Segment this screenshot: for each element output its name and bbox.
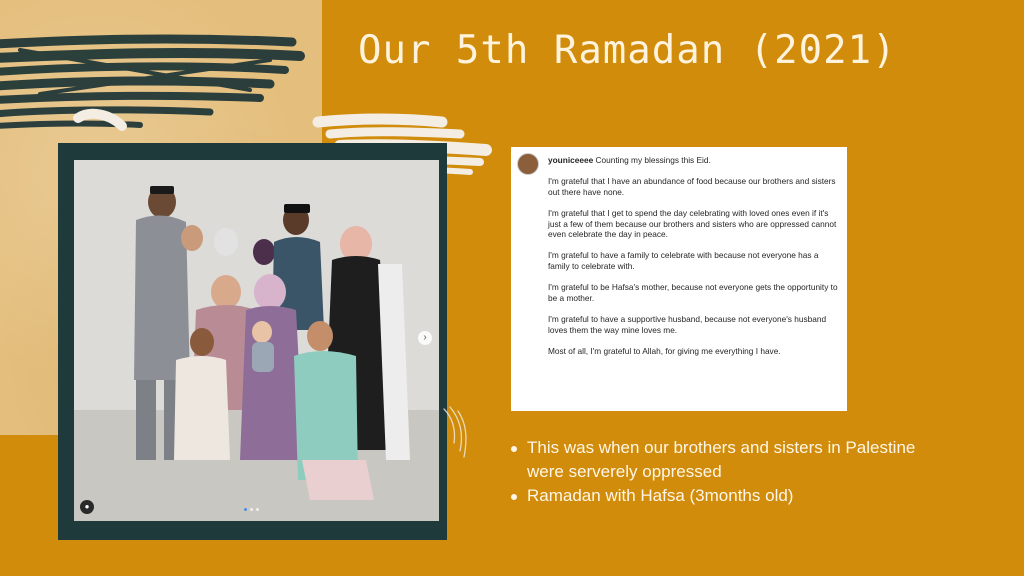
avatar[interactable] (517, 153, 539, 175)
chevron-right-icon[interactable]: › (418, 331, 432, 345)
caption-paragraph: I'm grateful to have a family to celebrate with because not everyone has a family to celebrate with. (548, 250, 819, 271)
bullet-item: This was when our brothers and sisters in Palestine were serverely oppressed (510, 436, 930, 484)
caption-paragraph: Most of all, I'm grateful to Allah, for giving me everything I have. (548, 345, 781, 356)
carousel-dot-active (244, 508, 247, 511)
caption-paragraph: I'm grateful that I get to spend the day celebrating with loved ones even if it's just a few of them because our brothers and sisters who are oppressed cannot even celebrate the day in peace. (548, 207, 837, 240)
caption-paragraph: I'm grateful to have a supportive husband, because not everyone's husband loves them the way mine loves me. (548, 313, 827, 335)
caption-first-paragraph (548, 155, 840, 166)
bullet-item: Ramadan with Hafsa (3months old) (510, 484, 930, 508)
carousel-dot (256, 508, 259, 511)
caption-text (548, 155, 840, 367)
instagram-caption-card (511, 147, 847, 411)
user-icon[interactable]: ● (80, 500, 94, 514)
bullet-list (510, 436, 930, 508)
caption-paragraph: I'm grateful to be Hafsa's mother, because not everyone gets the opportunity to be a mother. (548, 282, 838, 303)
chalk-scribble-decoration (438, 405, 478, 465)
username[interactable]: youniceeee (548, 155, 594, 165)
carousel-dot (250, 508, 253, 511)
carousel-dots (244, 508, 259, 511)
caption-first-line: Counting my blessings this Eid. (595, 155, 711, 165)
family-photo (74, 160, 439, 521)
caption-paragraph: I'm grateful that I have an abundance of food because our brothers and sisters out there have none. (548, 176, 836, 197)
slide-title: Our 5th Ramadan (2021) (358, 28, 897, 73)
